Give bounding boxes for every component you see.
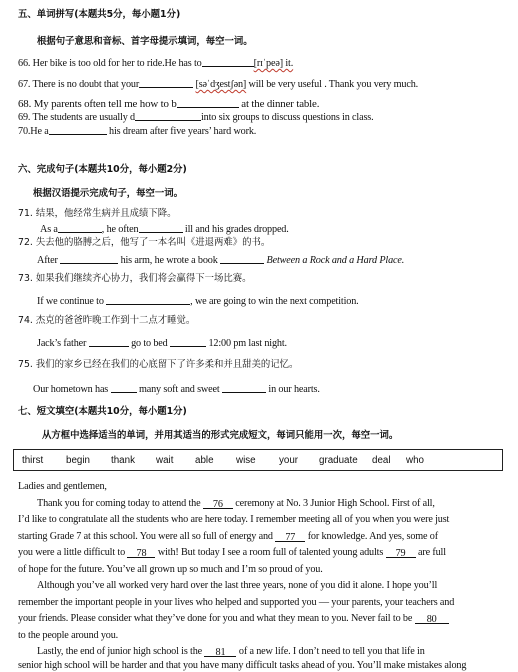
speech-text: Thank you for coming today to attend the: [37, 498, 201, 509]
speech-line: I’d like to congratulate all the students who are here today. I remember meeting all of you when you were just: [18, 514, 450, 525]
answer-blank-81[interactable]: [204, 646, 236, 657]
question-66: [18, 56, 293, 70]
section7-title: 七、短文填空(本题共10分，每小题1分): [18, 406, 187, 417]
speech-line: of hope for the future. You’ve all grown up so much and I’m so proud of you.: [18, 564, 323, 575]
speech-text: of a new life. I don’t need to tell you that life in: [238, 646, 425, 657]
speech-line: [37, 497, 435, 510]
section6-title: 六、完成句子(本题共10分，每小题2分): [18, 164, 187, 175]
q69-text-b: into six groups to discuss questions in class.: [200, 112, 374, 123]
speech-text: ceremony at No. 3 Junior High School. First of all,: [235, 498, 435, 509]
q68-text-a: 68. My parents often tell me how to b: [18, 98, 177, 110]
q66-text-b: [rɪˈpeə] it.: [253, 58, 294, 69]
q70-text-a: 70.He a: [18, 126, 49, 137]
section5-instruction: 根据句子意思和音标、首字母提示填词，每空一词。: [37, 36, 253, 47]
question-72: [37, 253, 404, 267]
question-71-prompt: 71. 结果，他经常生病并且成绩下降。: [18, 208, 177, 219]
q75-text-b: many soft and sweet: [138, 384, 220, 395]
answer-blank[interactable]: [135, 110, 201, 121]
answer-blank[interactable]: [89, 336, 129, 347]
question-67: [18, 77, 418, 91]
q74-text-c: 12:00 pm last night.: [208, 338, 287, 349]
answer-blank[interactable]: [202, 56, 254, 67]
question-72-prompt: 72. 失去他的胳膊之后，他写了一本名叫《进退两难》的书。: [18, 237, 271, 248]
blank-number: 80: [426, 614, 437, 625]
word-bank-item: thank: [111, 455, 135, 466]
speech-text: you were a little difficult to: [18, 547, 126, 558]
speech-line: remember the important people in your lives who helped and supported you — your parents, your teachers and: [18, 597, 455, 608]
q72-text-b: his arm, he wrote a book: [120, 255, 218, 266]
question-70: [18, 124, 256, 138]
question-74: [37, 336, 287, 350]
word-bank-item: wait: [156, 455, 174, 466]
speech-text: are full: [417, 547, 446, 558]
answer-blank[interactable]: [139, 77, 193, 88]
answer-blank-80[interactable]: [415, 613, 449, 624]
answer-blank-76[interactable]: [203, 498, 233, 509]
q67-text-a: 67. There is no doubt that your: [18, 79, 140, 90]
question-73: [37, 294, 359, 308]
answer-blank-79[interactable]: [386, 547, 416, 558]
q74-text-a: Jack’s father: [37, 338, 87, 349]
q67-phonetic: [səˈdʒestʃən]: [195, 79, 247, 90]
speech-text: starting Grade 7 at this school. You were all so full of energy and: [18, 531, 273, 542]
question-73-prompt: 73. 如果我们继续齐心协力，我们将会赢得下一场比赛。: [18, 273, 252, 284]
answer-blank[interactable]: [220, 253, 264, 264]
answer-blank[interactable]: [146, 294, 190, 305]
q75-text-a: Our hometown has: [33, 384, 109, 395]
q70-text-b: his dream after five years’ hard work.: [109, 126, 257, 137]
word-bank-item: who: [406, 455, 424, 466]
q67-text-b: will be very useful . Thank you very much.: [248, 79, 419, 90]
speech-line: [18, 530, 438, 543]
blank-number: 76: [212, 499, 223, 510]
answer-blank[interactable]: [60, 253, 118, 264]
answer-blank[interactable]: [111, 382, 137, 393]
q68-text-b: at the dinner table.: [241, 98, 320, 110]
speech-line: Although you’ve all worked very hard over the last three years, none of you did it alone. I hope you’ll: [37, 580, 438, 591]
question-75-prompt: 75. 我们的家乡已经在我们的心底留下了许多柔和并且甜美的记忆。: [18, 359, 299, 370]
answer-blank-77[interactable]: [275, 531, 305, 542]
answer-blank-78[interactable]: [127, 547, 155, 558]
speech-text: with! But today I see a room full of talented young adults: [157, 547, 384, 558]
speech-line: [18, 612, 449, 625]
question-71: [40, 222, 289, 236]
question-69: [18, 110, 374, 124]
speech-line: [18, 546, 446, 559]
word-bank-item: deal: [372, 455, 391, 466]
question-68: [18, 97, 319, 111]
q71-text-a: As a: [40, 224, 58, 235]
speech-line: senior high school will be harder and that you have many difficult tasks ahead of you. You’ll make mistakes along: [18, 660, 467, 671]
word-bank-item: graduate: [319, 455, 358, 466]
speech-text: for knowledge. And yes, some of: [307, 531, 438, 542]
word-bank-item: your: [279, 455, 299, 466]
word-bank-item: thirst: [22, 455, 44, 466]
answer-blank[interactable]: [170, 336, 206, 347]
word-bank-item: begin: [66, 455, 90, 466]
word-bank-item: wise: [236, 455, 256, 466]
answer-blank[interactable]: [106, 294, 146, 305]
blank-number: 79: [395, 548, 406, 559]
q74-text-b: go to bed: [131, 338, 168, 349]
word-bank: [13, 449, 503, 471]
q71-text-c: ill and his grades dropped.: [184, 224, 289, 235]
q71-text-b: , he often: [101, 224, 139, 235]
q72-text-a: After: [37, 255, 58, 266]
q66-text-a: 66. Her bike is too old for her to ride.He has to: [18, 58, 202, 69]
q73-text-b: , we are going to win the next competition.: [190, 296, 359, 307]
q72-book-title: Between a Rock and a Hard Place.: [266, 255, 405, 266]
answer-blank[interactable]: [139, 222, 183, 233]
question-74-prompt: 74. 杰克的爸爸昨晚工作到十二点才睡觉。: [18, 315, 196, 326]
q69-text-a: 69. The students are usually d: [18, 112, 135, 123]
answer-blank[interactable]: [49, 124, 107, 135]
answer-blank[interactable]: [58, 222, 102, 233]
q73-text-a: If we continue to: [37, 296, 104, 307]
q75-text-c: in our hearts.: [268, 384, 320, 395]
answer-blank[interactable]: [222, 382, 266, 393]
section6-instruction: 根据汉语提示完成句子，每空一词。: [33, 188, 184, 199]
speech-text: Lastly, the end of junior high school is the: [37, 646, 203, 657]
blank-number: 77: [285, 532, 296, 543]
blank-number: 81: [215, 647, 226, 658]
word-bank-item: able: [195, 455, 214, 466]
answer-blank[interactable]: [177, 97, 239, 108]
question-75: [33, 382, 320, 396]
speech-greeting: Ladies and gentlemen,: [18, 481, 107, 492]
section7-instruction: 从方框中选择适当的单词，并用其适当的形式完成短文，每词只能用一次，每空一词。: [42, 430, 399, 441]
speech-line: to the people around you.: [18, 630, 119, 641]
blank-number: 78: [136, 548, 147, 559]
speech-text: your friends. Please consider what they’ve done for you and what they mean to you. Never fail to be: [18, 613, 413, 624]
section5-title: 五、单词拼写(本题共5分，每小题1分): [18, 9, 181, 20]
speech-line: [37, 645, 425, 658]
